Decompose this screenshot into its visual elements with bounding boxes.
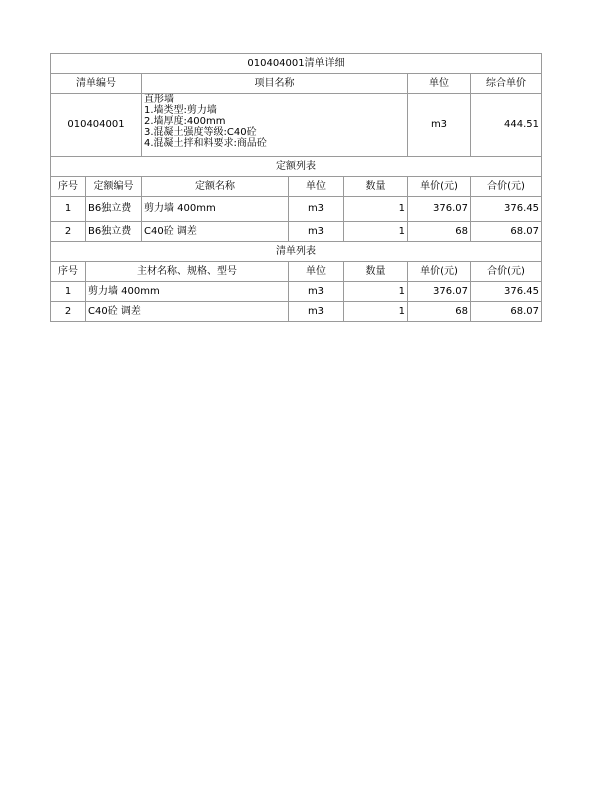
header-unit: 单位 [408,74,471,94]
page-title: 010404001清单详细 [51,54,542,74]
quota-unit: m3 [289,222,344,242]
quota-qty: 1 [344,222,408,242]
quota-header-name: 定额名称 [142,177,289,197]
material-unit-price: 376.07 [408,282,471,302]
table-row [51,282,542,302]
desc-line: 直形墙 [144,94,174,105]
material-unit: m3 [289,282,344,302]
materials-table [50,242,542,322]
material-name: 剪力墙 400mm [86,282,289,302]
quota-header-total: 合价(元) [471,177,542,197]
desc-line: 2.墙厚度:400mm [144,116,226,127]
materials-header-total: 合价(元) [471,262,542,282]
materials-header-unit-price: 单价(元) [408,262,471,282]
material-seq: 2 [51,302,86,322]
materials-header-qty: 数量 [344,262,408,282]
bill-table [50,53,542,157]
quota-qty: 1 [344,197,408,222]
material-unit: m3 [289,302,344,322]
desc-line: 1.墙类型:剪力墙 [144,105,217,116]
quota-total: 68.07 [471,222,542,242]
bill-code: 010404001 [51,94,142,157]
table-row [51,222,542,242]
bill-composite-price: 444.51 [471,94,542,157]
item-description [142,94,408,157]
header-bill-code: 清单编号 [51,74,142,94]
materials-section-title: 清单列表 [51,242,542,262]
quota-table [50,157,542,242]
table-row [51,302,542,322]
material-total: 376.45 [471,282,542,302]
quota-code: B6独立费 [86,197,142,222]
desc-line: 3.混凝土强度等级:C40砼 [144,127,257,138]
material-seq: 1 [51,282,86,302]
quota-header-unit-price: 单价(元) [408,177,471,197]
desc-line: 4.混凝土拌和料要求:商品砼 [144,138,267,149]
quota-total: 376.45 [471,197,542,222]
quota-header-seq: 序号 [51,177,86,197]
table-row [51,197,542,222]
material-name: C40砼 调差 [86,302,289,322]
quota-section-title: 定额列表 [51,157,542,177]
quota-seq: 2 [51,222,86,242]
quota-header-qty: 数量 [344,177,408,197]
quota-unit-price: 376.07 [408,197,471,222]
material-qty: 1 [344,282,408,302]
quota-unit-price: 68 [408,222,471,242]
header-composite-price: 综合单价 [471,74,542,94]
material-qty: 1 [344,302,408,322]
materials-header-name: 主材名称、规格、型号 [86,262,289,282]
quota-name: C40砼 调差 [142,222,289,242]
quota-header-code: 定额编号 [86,177,142,197]
quota-code: B6独立费 [86,222,142,242]
quota-header-unit: 单位 [289,177,344,197]
materials-header-unit: 单位 [289,262,344,282]
material-total: 68.07 [471,302,542,322]
quota-unit: m3 [289,197,344,222]
detail-sheet [50,53,541,322]
materials-header-seq: 序号 [51,262,86,282]
quota-seq: 1 [51,197,86,222]
header-item-name: 项目名称 [142,74,408,94]
material-unit-price: 68 [408,302,471,322]
bill-unit: m3 [408,94,471,157]
quota-name: 剪力墙 400mm [142,197,289,222]
